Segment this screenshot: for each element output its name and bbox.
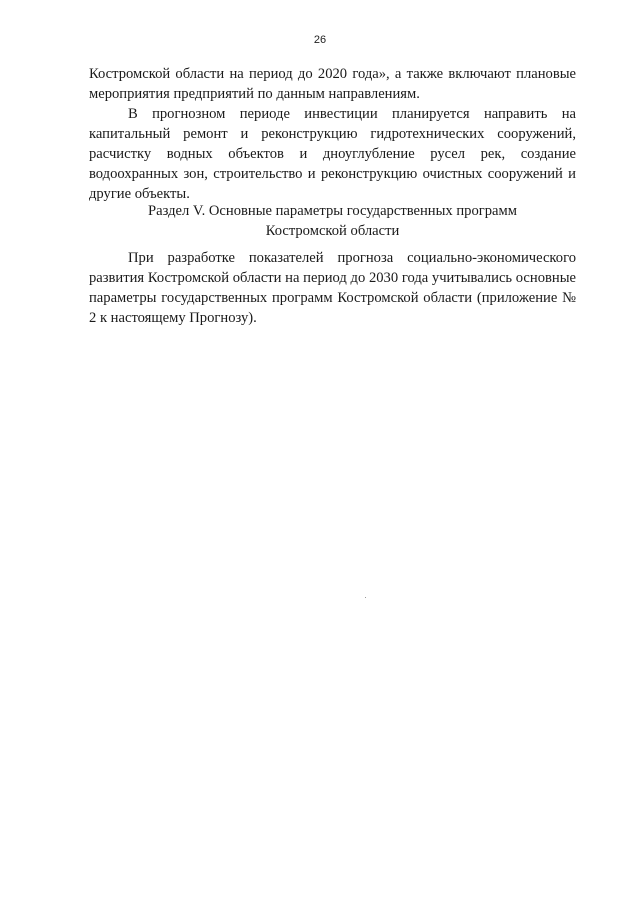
section-heading-line-1: Раздел V. Основные параметры государственных программ xyxy=(147,203,517,219)
paragraph-continued: Костромской области на период до 2020 года», а также включают плановые мероприятия предприятий по данным направлениям. xyxy=(89,66,576,102)
section-heading xyxy=(89,201,576,241)
paragraph-forecast-investments: В прогнозном периоде инвестиции планируется направить на капитальный ремонт и реконструкцию гидротехнических сооружений, расчистку водных объектов и дноуглубление русел рек, создание водоохранных зон, строительство и реконструкцию очистных сооружений и другие объекты. xyxy=(89,106,576,202)
paragraph-section-v: При разработке показателей прогноза социально-экономического развития Костромской области на период до 2030 года учитывались основные параметры государственных программ Костромской области (приложение № 2 к настоящему Прогнозу). xyxy=(89,250,576,326)
scan-speck xyxy=(365,597,366,598)
text-block-section-v xyxy=(89,248,576,328)
page-number: 26 xyxy=(313,34,327,46)
section-heading-line-2: Костромской области xyxy=(265,223,400,239)
text-block-investments xyxy=(89,64,576,204)
